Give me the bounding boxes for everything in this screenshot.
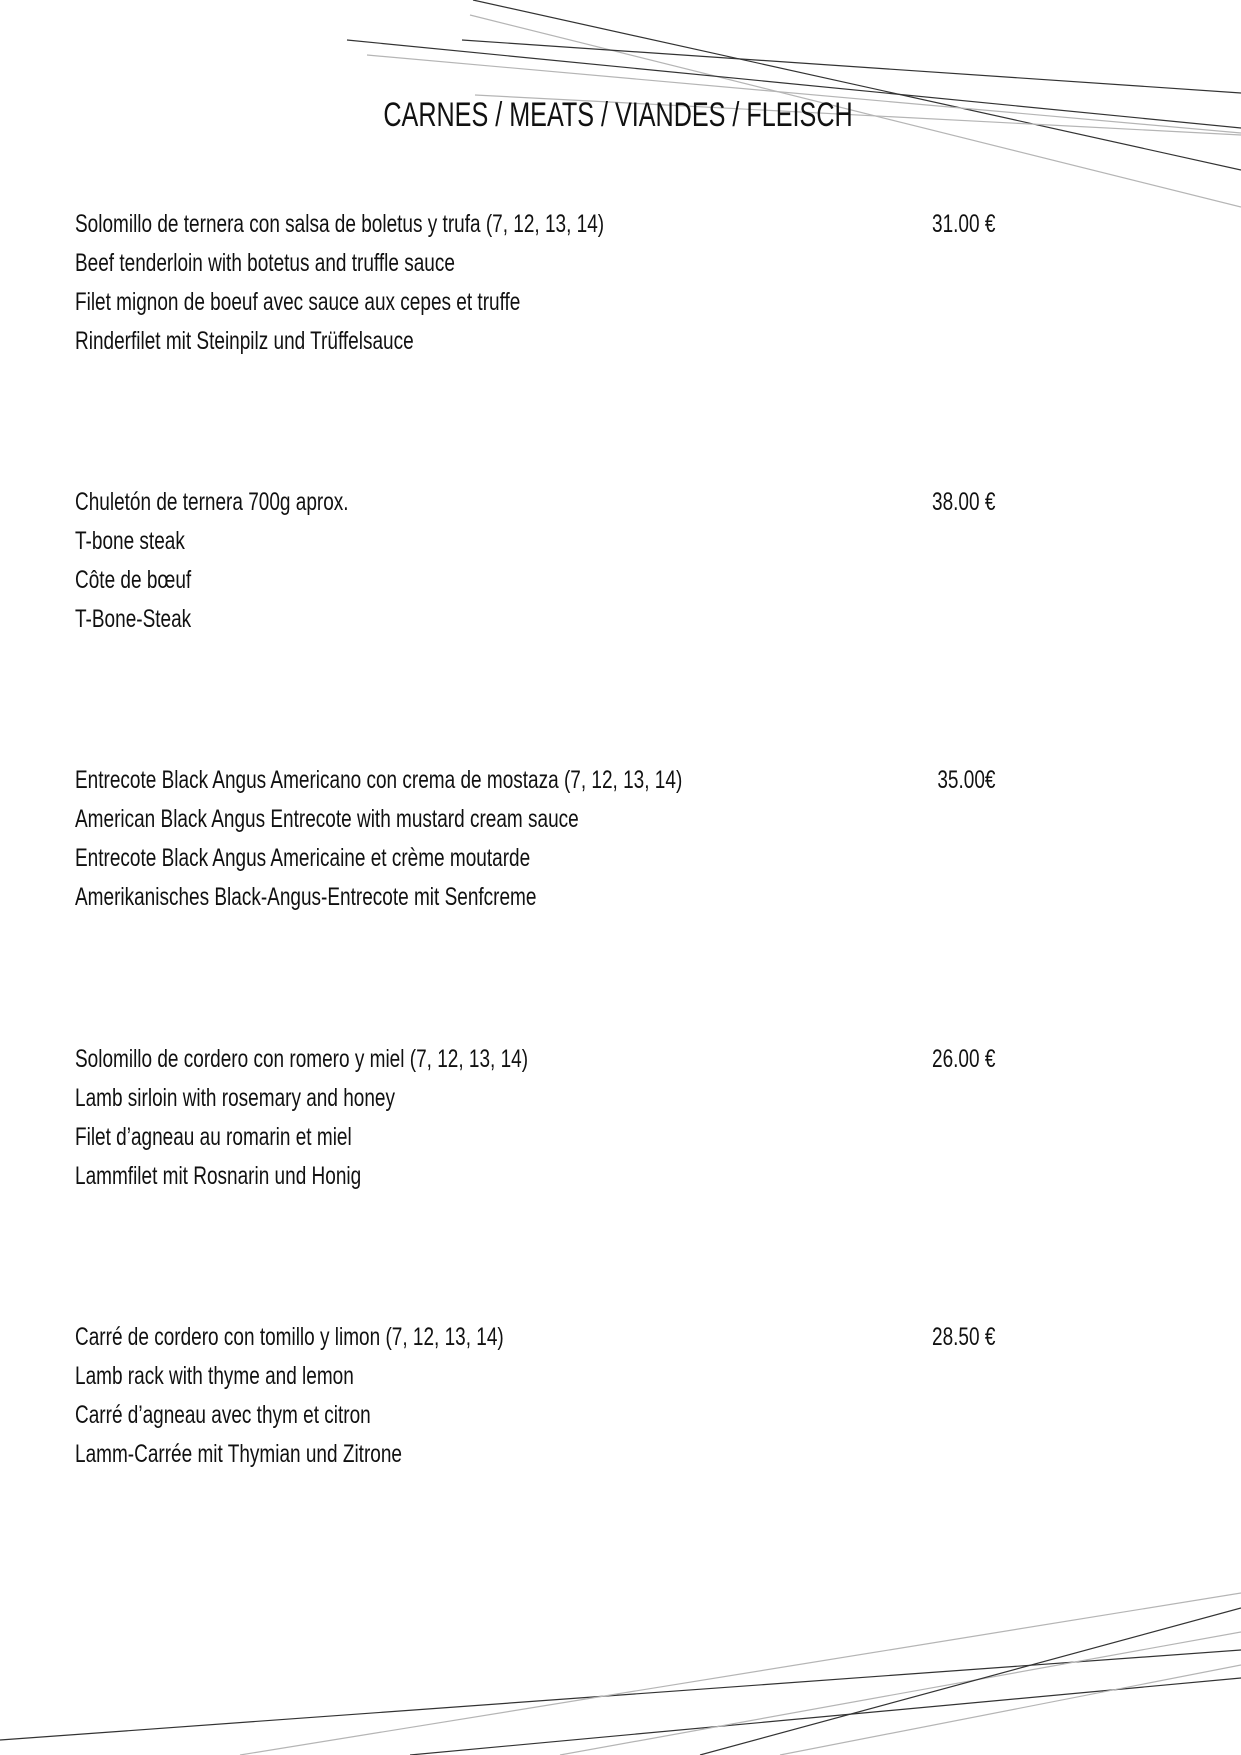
item-name-english: T-bone steak [75, 527, 185, 555]
item-price: 28.50 € [931, 1323, 995, 1351]
item-name-german: Lamm-Carrée mit Thymian und Zitrone [75, 1440, 402, 1468]
item-name-english: American Black Angus Entrecote with mustard cream sauce [75, 805, 579, 833]
item-price: 38.00 € [931, 488, 995, 516]
item-name-french: Côte de bœuf [75, 566, 192, 594]
item-name-french: Carré d’agneau avec thym et citron [75, 1401, 371, 1429]
item-name-english: Lamb rack with thyme and lemon [75, 1362, 354, 1390]
item-price: 31.00 € [931, 210, 995, 238]
decorative-lines-bottom [0, 1593, 1241, 1755]
menu-item [75, 1318, 995, 1474]
menu-item [75, 761, 995, 917]
item-price: 26.00 € [931, 1045, 995, 1073]
item-name-spanish: Chuletón de ternera 700g aprox. [75, 488, 349, 516]
item-price: 35.00€ [936, 766, 995, 794]
item-name-german: Rinderfilet mit Steinpilz und Trüffelsauce [75, 327, 414, 355]
item-name-german: T-Bone-Steak [75, 605, 192, 633]
item-name-french: Filet mignon de boeuf avec sauce aux cepes et truffe [75, 288, 521, 316]
menu-item [75, 205, 995, 361]
item-name-spanish: Solomillo de ternera con salsa de boletus y trufa (7, 12, 13, 14) [75, 210, 605, 238]
item-name-english: Lamb sirloin with rosemary and honey [75, 1084, 395, 1112]
item-name-spanish: Solomillo de cordero con romero y miel (7, 12, 13, 14) [75, 1045, 529, 1073]
menu-item [75, 483, 995, 639]
item-name-german: Lammfilet mit Rosnarin und Honig [75, 1162, 362, 1190]
menu-item [75, 1040, 995, 1196]
page-title: CARNES / MEATS / VIANDES / FLEISCH [383, 96, 853, 134]
item-name-spanish: Carré de cordero con tomillo y limon (7, 12, 13, 14) [75, 1323, 504, 1351]
item-name-french: Entrecote Black Angus Americaine et crème moutarde [75, 844, 531, 872]
item-name-spanish: Entrecote Black Angus Americano con crema de mostaza (7, 12, 13, 14) [75, 766, 683, 794]
item-name-english: Beef tenderloin with botetus and truffle sauce [75, 249, 455, 277]
item-name-french: Filet d’agneau au romarin et miel [75, 1123, 352, 1151]
item-name-german: Amerikanisches Black-Angus-Entrecote mit Senfcreme [75, 883, 537, 911]
